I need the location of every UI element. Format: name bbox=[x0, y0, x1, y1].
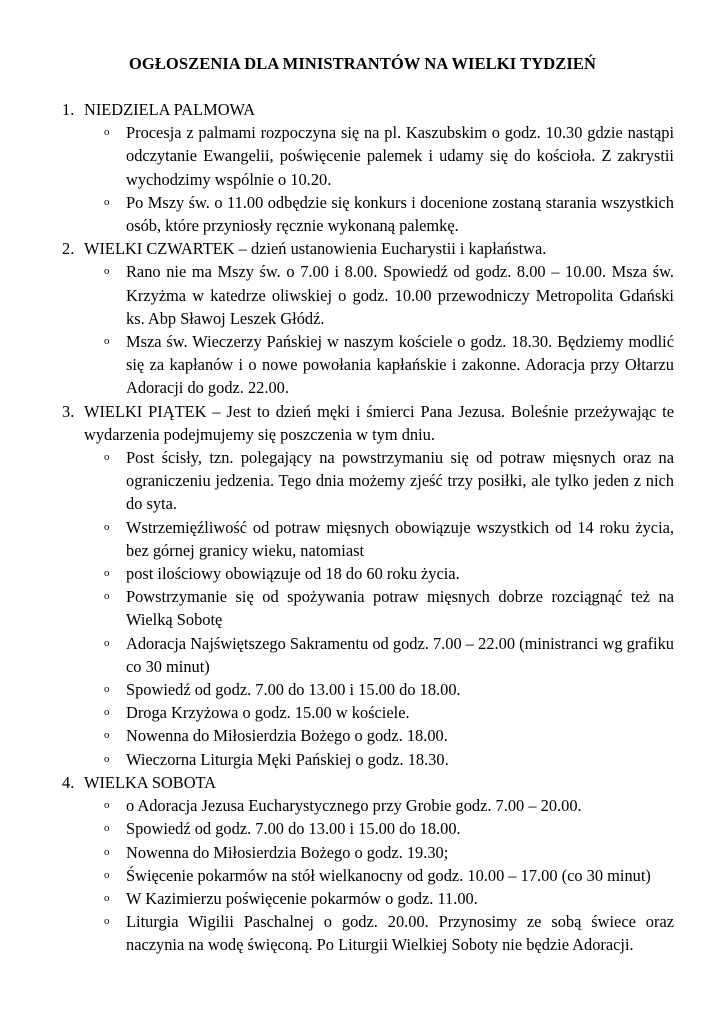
bullet-circle-icon: o bbox=[104, 915, 110, 928]
list-item bbox=[84, 910, 674, 956]
list-item-text: Procesja z palmami rozpoczyna się na pl. Kaszubskim o godz. 10.30 gdzie nastąpi odczytanie Ewangelii, poświęcenie palemek i udamy się do kościoła. Z zakrystii wychodzimy wspólnie o 10.20. bbox=[126, 123, 674, 189]
section-number: 2. bbox=[62, 239, 75, 259]
list-item-text: Adoracja Najświętszego Sakramentu od godz. 7.00 – 22.00 (ministranci wg grafiku co 30 minut) bbox=[126, 633, 674, 676]
list-item bbox=[84, 701, 674, 724]
section-items bbox=[84, 260, 674, 399]
bullet-circle-icon: o bbox=[104, 520, 110, 533]
bullet-circle-icon: o bbox=[104, 799, 110, 812]
list-item-text: Wieczorna Liturgia Męki Pańskiej o godz. 18.30. bbox=[126, 749, 449, 769]
announcement-body bbox=[62, 98, 674, 957]
section-items bbox=[84, 121, 674, 237]
list-item-text: Post ścisły, tzn. polegający na powstrzymaniu się od potraw mięsnych oraz na ograniczeniu jedzenia. Tego dnia możemy zjeść trzy posiłki, ale tylko jeden z nich do syta. bbox=[126, 448, 674, 514]
list-item bbox=[84, 678, 674, 701]
section-heading: NIEDZIELA PALMOWA bbox=[84, 100, 256, 119]
list-item bbox=[84, 724, 674, 747]
section-3 bbox=[62, 400, 674, 771]
list-item bbox=[84, 121, 674, 191]
bullet-circle-icon: o bbox=[104, 265, 110, 278]
section-items bbox=[84, 794, 674, 956]
list-item bbox=[84, 191, 674, 237]
page-title: OGŁOSZENIA DLA MINISTRANTÓW NA WIELKI TYDZIEŃ bbox=[128, 54, 597, 73]
list-item bbox=[84, 748, 674, 771]
bullet-circle-icon: o bbox=[104, 567, 110, 580]
list-item bbox=[84, 330, 674, 400]
list-item bbox=[84, 446, 674, 516]
list-item-text: Liturgia Wigilii Paschalnej o godz. 20.00. Przynosimy ze sobą świece oraz naczynia na wodę święconą. Po Liturgii Wielkiej Soboty nie będzie Adoracji. bbox=[126, 912, 674, 955]
list-item bbox=[84, 585, 674, 631]
section-list bbox=[62, 98, 674, 957]
bullet-circle-icon: o bbox=[104, 451, 110, 464]
section-number: 3. bbox=[62, 401, 75, 421]
bullet-circle-icon: o bbox=[104, 195, 110, 208]
section-4 bbox=[62, 771, 674, 957]
list-item-text: Nowenna do Miłosierdzia Bożego o godz. 19.30; bbox=[126, 842, 449, 862]
bullet-circle-icon: o bbox=[104, 868, 110, 881]
list-item bbox=[84, 864, 674, 887]
section-heading: WIELKA SOBOTA bbox=[84, 772, 217, 792]
section-2 bbox=[62, 237, 674, 399]
list-item-text: Powstrzymanie się od spożywania potraw mięsnych dobrze rozciągnąć też na Wielką Sobotę bbox=[126, 587, 674, 630]
bullet-circle-icon: o bbox=[104, 729, 110, 742]
bullet-circle-icon: o bbox=[104, 683, 110, 696]
list-item-text: post ilościowy obowiązuje od 18 do 60 roku życia. bbox=[126, 564, 460, 584]
list-item-text: W Kazimierzu poświęcenie pokarmów o godz. 11.00. bbox=[126, 888, 478, 908]
bullet-circle-icon: o bbox=[104, 845, 110, 858]
list-item-text: Po Mszy św. o 11.00 odbędzie się konkurs i docenione zostaną starania wszystkich osób, które przyniosły ręcznie wykonaną palemkę. bbox=[126, 192, 674, 236]
bullet-circle-icon: o bbox=[104, 335, 110, 348]
bullet-circle-icon: o bbox=[104, 706, 110, 719]
section-heading: WIELKI CZWARTEK – dzień ustanowienia Eucharystii i kapłaństwa. bbox=[84, 239, 547, 259]
list-item-text: Droga Krzyżowa o godz. 15.00 w kościele. bbox=[126, 703, 410, 723]
bullet-circle-icon: o bbox=[104, 636, 110, 649]
section-heading: WIELKI PIĄTEK – Jest to dzień męki i śmierci Pana Jezusa. Boleśnie przeżywając te wydarzenia podejmujemy się poszczenia w tym dniu. bbox=[84, 401, 674, 444]
list-item bbox=[84, 841, 674, 864]
list-item-text: Święcenie pokarmów na stół wielkanocny od godz. 10.00 – 17.00 (co 30 minut) bbox=[126, 865, 651, 885]
bullet-circle-icon: o bbox=[104, 822, 110, 835]
bullet-circle-icon: o bbox=[104, 126, 110, 139]
bullet-circle-icon: o bbox=[104, 891, 110, 904]
bullet-circle-icon: o bbox=[104, 590, 110, 603]
list-item-text: Wstrzemięźliwość od potraw mięsnych obowiązuje wszystkich od 14 roku życia, bez górnej granicy wieku, natomiast bbox=[126, 517, 674, 560]
list-item-text: Rano nie ma Mszy św. o 7.00 i 8.00. Spowiedź od godz. 8.00 – 10.00. Msza św. Krzyżma w katedrze oliwskiej o godz. 10.00 przewodniczy Metropolita Gdański ks. Abp Sławoj Leszek Głódź. bbox=[126, 262, 674, 328]
list-item bbox=[84, 516, 674, 562]
list-item bbox=[84, 260, 674, 330]
list-item bbox=[84, 562, 674, 585]
list-item-text: Spowiedź od godz. 7.00 do 13.00 i 15.00 do 18.00. bbox=[126, 819, 461, 839]
section-1 bbox=[62, 98, 674, 237]
list-item-text: Nowenna do Miłosierdzia Bożego o godz. 18.00. bbox=[126, 726, 448, 746]
list-item bbox=[84, 794, 674, 817]
section-number: 4. bbox=[62, 772, 75, 792]
section-number: 1. bbox=[62, 100, 75, 119]
bullet-circle-icon: o bbox=[104, 752, 110, 765]
section-items bbox=[84, 446, 674, 771]
list-item-text: o Adoracja Jezusa Eucharystycznego przy Grobie godz. 7.00 – 20.00. bbox=[126, 796, 582, 816]
list-item-text: Msza św. Wieczerzy Pańskiej w naszym kościele o godz. 18.30. Będziemy modlić się za kapłanów i o nowe powołania kapłańskie i zakonne. Adoracja przy Ołtarzu Adoracji do godz. 22.00. bbox=[126, 332, 674, 398]
list-item-text: Spowiedź od godz. 7.00 do 13.00 i 15.00 do 18.00. bbox=[126, 680, 461, 700]
list-item bbox=[84, 632, 674, 678]
list-item bbox=[84, 817, 674, 840]
list-item bbox=[84, 887, 674, 910]
